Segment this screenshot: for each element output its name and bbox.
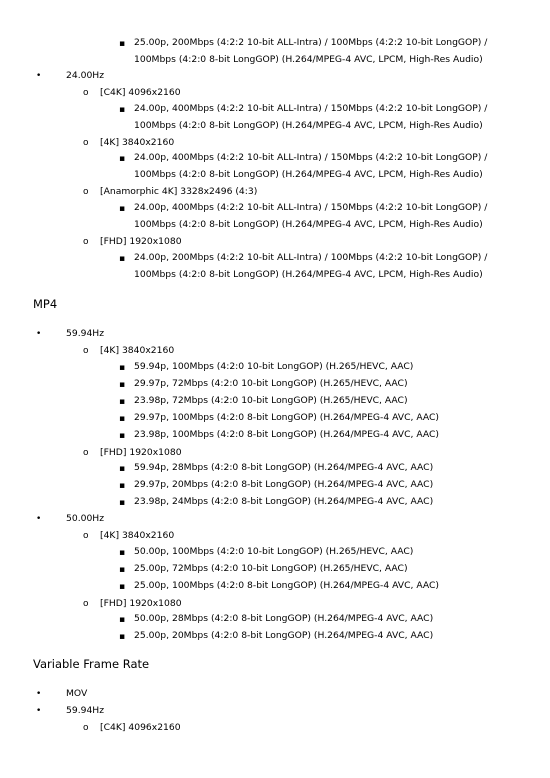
- bullet-level3: ▪: [119, 397, 126, 407]
- bullet-level3: ▪: [119, 154, 126, 164]
- bullet-level2: o: [83, 346, 89, 356]
- frequency-label: 24.00Hz: [66, 70, 105, 81]
- spec-line: 50.00p, 28Mbps (4:2:0 8-bit LongGOP) (H.264/MPEG-4 AVC, AAC): [134, 613, 434, 624]
- spec-line: 25.00p, 200Mbps (4:2:2 10-bit ALL-Intra) / 100Mbps (4:2:2 10-bit LongGOP) /: [134, 37, 488, 48]
- spec-line: 25.00p, 20Mbps (4:2:0 8-bit LongGOP) (H.264/MPEG-4 AVC, AAC): [134, 630, 434, 641]
- bullet-level2: o: [83, 723, 89, 733]
- bullet-level3: ▪: [119, 204, 126, 214]
- bullet-level2: o: [83, 237, 89, 247]
- bullet-level2: o: [83, 599, 89, 609]
- bullet-level3: ▪: [119, 414, 126, 424]
- spec-line: 24.00p, 200Mbps (4:2:2 10-bit ALL-Intra) / 100Mbps (4:2:2 10-bit LongGOP) /: [134, 252, 488, 263]
- bullet-level2: o: [83, 531, 89, 541]
- bullet-level3: ▪: [119, 548, 126, 558]
- section-heading-vfr: Variable Frame Rate: [33, 657, 150, 671]
- spec-line: 100Mbps (4:2:0 8-bit LongGOP) (H.264/MPEG-4 AVC, LPCM, High-Res Audio): [134, 269, 483, 280]
- bullet-level3: ▪: [119, 565, 126, 575]
- spec-line: 100Mbps (4:2:0 8-bit LongGOP) (H.264/MPEG-4 AVC, LPCM, High-Res Audio): [134, 120, 483, 131]
- spec-line: 24.00p, 400Mbps (4:2:2 10-bit ALL-Intra) / 150Mbps (4:2:2 10-bit LongGOP) /: [134, 103, 488, 114]
- spec-line: 50.00p, 100Mbps (4:2:0 10-bit LongGOP) (H.265/HEVC, AAC): [134, 546, 414, 557]
- bullet-level2: o: [83, 448, 89, 458]
- spec-line: 100Mbps (4:2:0 8-bit LongGOP) (H.264/MPEG-4 AVC, LPCM, High-Res Audio): [134, 54, 483, 65]
- resolution-label: [FHD] 1920x1080: [100, 236, 182, 247]
- spec-line: 25.00p, 100Mbps (4:2:0 8-bit LongGOP) (H.264/MPEG-4 AVC, AAC): [134, 580, 439, 591]
- bullet-level1: •: [36, 514, 42, 524]
- spec-line: 100Mbps (4:2:0 8-bit LongGOP) (H.264/MPEG-4 AVC, LPCM, High-Res Audio): [134, 219, 483, 230]
- frequency-label: 59.94Hz: [66, 328, 105, 339]
- bullet-level3: ▪: [119, 498, 126, 508]
- spec-line: 59.94p, 28Mbps (4:2:0 8-bit LongGOP) (H.264/MPEG-4 AVC, AAC): [134, 462, 434, 473]
- bullet-level3: ▪: [119, 254, 126, 264]
- resolution-label: [FHD] 1920x1080: [100, 447, 182, 458]
- spec-line: 23.98p, 72Mbps (4:2:0 10-bit LongGOP) (H.265/HEVC, AAC): [134, 395, 408, 406]
- bullet-level3: ▪: [119, 464, 126, 474]
- bullet-level3: ▪: [119, 481, 126, 491]
- section-heading-mp4: MP4: [33, 297, 58, 311]
- bullet-level1: •: [36, 706, 42, 716]
- frequency-label: 59.94Hz: [66, 705, 105, 716]
- bullet-level3: ▪: [119, 615, 126, 625]
- spec-line: 23.98p, 24Mbps (4:2:0 8-bit LongGOP) (H.264/MPEG-4 AVC, AAC): [134, 496, 434, 507]
- spec-line: 24.00p, 400Mbps (4:2:2 10-bit ALL-Intra) / 150Mbps (4:2:2 10-bit LongGOP) /: [134, 152, 488, 163]
- bullet-level3: ▪: [119, 363, 126, 373]
- spec-line: 29.97p, 100Mbps (4:2:0 8-bit LongGOP) (H.264/MPEG-4 AVC, AAC): [134, 412, 439, 423]
- bullet-level3: ▪: [119, 582, 126, 592]
- bullet-level3: ▪: [119, 431, 126, 441]
- spec-line: 59.94p, 100Mbps (4:2:0 10-bit LongGOP) (H.265/HEVC, AAC): [134, 361, 414, 372]
- bullet-level3: ▪: [119, 632, 126, 642]
- format-label: MOV: [66, 688, 88, 699]
- resolution-label: [Anamorphic 4K] 3328x2496 (4:3): [100, 186, 258, 197]
- frequency-label: 50.00Hz: [66, 513, 105, 524]
- resolution-label: [FHD] 1920x1080: [100, 598, 182, 609]
- spec-line: 29.97p, 72Mbps (4:2:0 10-bit LongGOP) (H.265/HEVC, AAC): [134, 378, 408, 389]
- bullet-level2: o: [83, 187, 89, 197]
- spec-line: 25.00p, 72Mbps (4:2:0 10-bit LongGOP) (H.265/HEVC, AAC): [134, 563, 408, 574]
- spec-line: 24.00p, 400Mbps (4:2:2 10-bit ALL-Intra) / 150Mbps (4:2:2 10-bit LongGOP) /: [134, 202, 488, 213]
- bullet-level2: o: [83, 138, 89, 148]
- resolution-label: [4K] 3840x2160: [100, 137, 175, 148]
- resolution-label: [C4K] 4096x2160: [100, 722, 181, 733]
- resolution-label: [C4K] 4096x2160: [100, 87, 181, 98]
- bullet-level1: •: [36, 71, 42, 81]
- bullet-level3: ▪: [119, 380, 126, 390]
- bullet-level1: •: [36, 329, 42, 339]
- spec-line: 29.97p, 20Mbps (4:2:0 8-bit LongGOP) (H.264/MPEG-4 AVC, AAC): [134, 479, 434, 490]
- bullet-level1: •: [36, 689, 42, 699]
- spec-line: 23.98p, 100Mbps (4:2:0 8-bit LongGOP) (H.264/MPEG-4 AVC, AAC): [134, 429, 439, 440]
- resolution-label: [4K] 3840x2160: [100, 530, 175, 541]
- spec-line: 100Mbps (4:2:0 8-bit LongGOP) (H.264/MPEG-4 AVC, LPCM, High-Res Audio): [134, 169, 483, 180]
- bullet-level3: ▪: [119, 105, 126, 115]
- bullet-level3: ▪: [119, 39, 126, 49]
- resolution-label: [4K] 3840x2160: [100, 345, 175, 356]
- bullet-level2: o: [83, 88, 89, 98]
